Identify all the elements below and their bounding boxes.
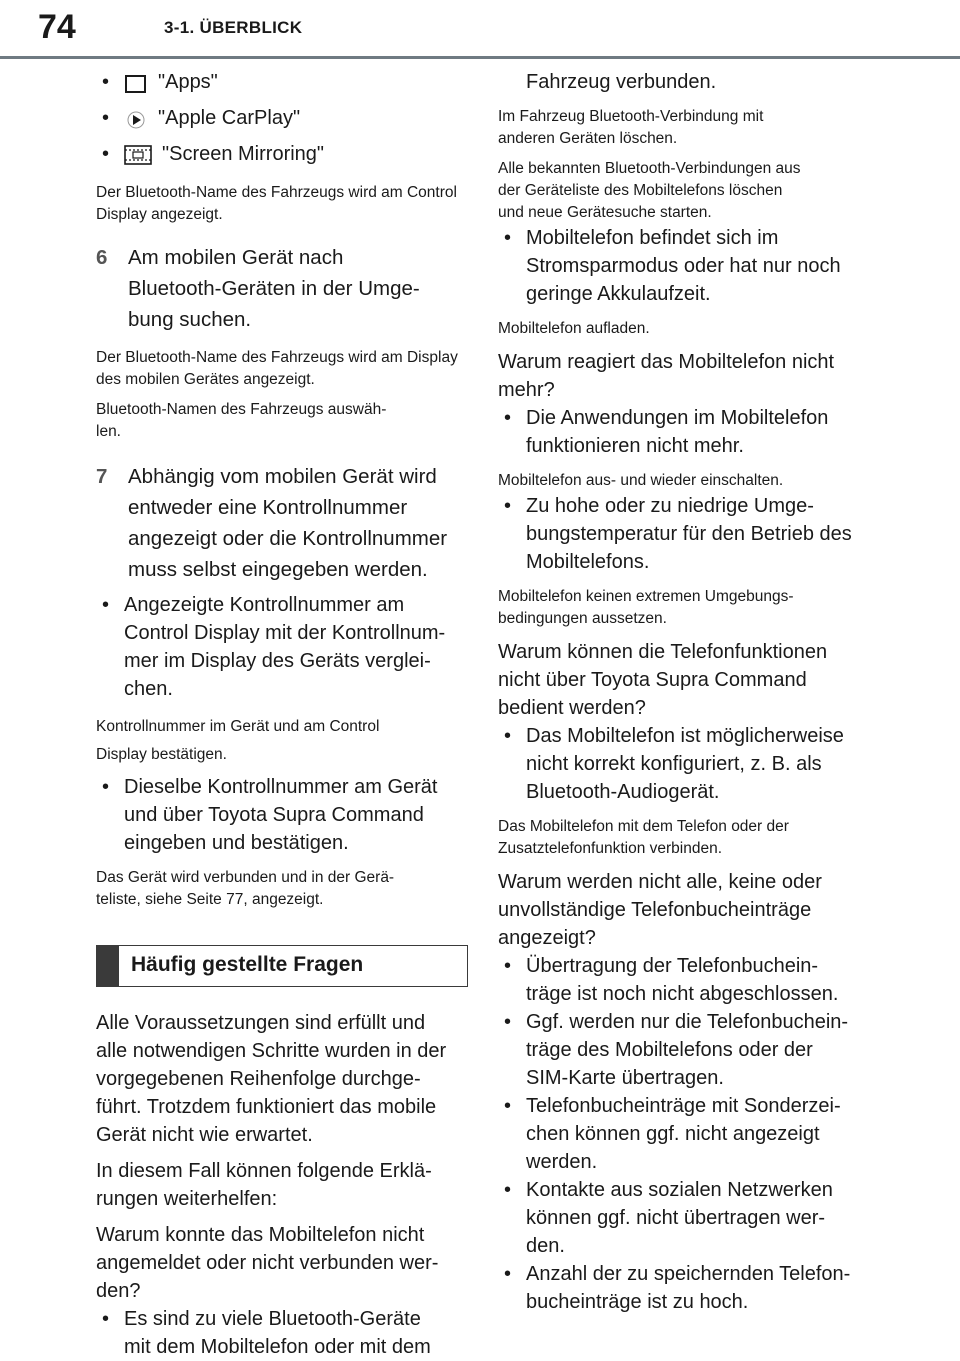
heading-marker: [97, 946, 119, 986]
note-text: Der Bluetooth-Name des Fahrzeugs wird am Control Display angezeigt.: [96, 184, 457, 223]
step-line: Am mobilen Gerät nach: [128, 246, 344, 269]
step-line: Bluetooth-Geräten in der Umge-: [128, 277, 420, 300]
page-number: 74: [38, 8, 76, 46]
note-text: Das Gerät wird verbunden und in der Gerä- teliste, siehe Seite 77, angezeigt.: [96, 869, 395, 908]
question: Warum konnte das Mobiltelefon nicht angemeldet oder nicht verbunden wer- den?: [96, 1224, 439, 1302]
step-line: muss selbst eingegeben werden.: [128, 558, 428, 581]
page-header: [0, 0, 960, 60]
item-label: "Screen Mirroring": [162, 143, 325, 165]
question: Warum können die Telefonfunktionen nicht über Toyota Supra Command bedient werden?: [498, 641, 828, 719]
bullet-item: • Mobiltelefon befindet sich im Stromsparmodus oder hat nur noch geringe Akkulaufzeit.: [504, 227, 841, 305]
header-divider: [0, 56, 960, 59]
bullet-item: • Telefonbucheinträge mit Sonderzei- chen können ggf. nicht angezeigt werden.: [504, 1095, 841, 1173]
bullet-item: • Anzahl der zu speichernden Telefon- bucheinträge ist zu hoch.: [504, 1263, 851, 1313]
right-column: [498, 66, 863, 1316]
question: Warum reagiert das Mobiltelefon nicht mehr?: [498, 351, 835, 401]
list-item-carplay: • "Apple CarPlay": [96, 104, 466, 132]
faq-heading-box: [96, 945, 468, 987]
note-text: Im Fahrzeug Bluetooth-Verbindung mit anderen Geräten löschen.: [498, 108, 764, 147]
note-text: Das Mobiltelefon mit dem Telefon oder der Zusatztelefonfunktion verbinden.: [498, 818, 789, 857]
step-6: [96, 242, 466, 335]
bullet-item: • Dieselbe Kontrollnummer am Gerät und über Toyota Supra Command eingeben und bestätigen.: [102, 776, 438, 854]
note-text: Mobiltelefon aufladen.: [498, 320, 650, 337]
step-number: 6: [96, 246, 108, 269]
left-column: [96, 66, 466, 1361]
step-line: bung suchen.: [128, 308, 252, 331]
bullet-item: • Übertragung der Telefonbuchein- träge ist noch nicht abgeschlossen.: [504, 955, 839, 1005]
item-label: "Apple CarPlay": [158, 107, 301, 129]
apps-square-icon: [124, 73, 148, 91]
carplay-play-icon: [124, 109, 148, 127]
note-text: Der Bluetooth-Name des Fahrzeugs wird am Display des mobilen Gerätes angezeigt.: [96, 349, 458, 388]
note-text: Bluetooth-Namen des Fahrzeugs auswäh- len.: [96, 401, 387, 440]
note-text: Mobiltelefon aus- und wieder einschalten.: [498, 472, 784, 489]
faq-heading: Häufig gestellte Fragen: [131, 953, 364, 976]
bullet-item: • Ggf. werden nur die Telefonbuchein- träge des Mobiltelefons oder der SIM-Karte übertragen.: [504, 1011, 849, 1089]
list-item-apps: • "Apps": [96, 68, 466, 96]
bullet-item: • Es sind zu viele Bluetooth-Geräte mit dem Mobiltelefon oder mit dem: [102, 1308, 431, 1358]
screen-mirroring-icon: [124, 145, 152, 163]
question: Warum werden nicht alle, keine oder unvollständige Telefonbucheinträge angezeigt?: [498, 871, 822, 949]
step-number: 7: [96, 465, 108, 488]
step-7: [96, 461, 466, 585]
bullet-item: • Die Anwendungen im Mobiltelefon funktionieren nicht mehr.: [504, 407, 829, 457]
bullet-item: • Zu hohe oder zu niedrige Umge- bungstemperatur für den Betrieb des Mobiltelefons.: [504, 495, 852, 573]
step-line: angezeigt oder die Kontrollnummer: [128, 527, 448, 550]
note-text: Kontrollnummer im Gerät und am Control Display bestätigen.: [96, 718, 380, 763]
note-text: Mobiltelefon keinen extremen Umgebungs- bedingungen aussetzen.: [498, 588, 794, 627]
section-title: 3-1. ÜBERBLICK: [164, 18, 303, 37]
continued-text: Fahrzeug verbunden.: [526, 71, 717, 93]
list-item-screen-mirroring: • "Screen Mirroring": [96, 140, 466, 168]
paragraph: Alle Voraussetzungen sind erfüllt und alle notwendigen Schritte wurden in der vorgegebenen Reihenfolge durchge- führt. Trotzdem funktioniert das mobile Gerät nicht wie erwartet.: [96, 1012, 447, 1146]
item-label: "Apps": [158, 71, 218, 93]
bullet-item: • Kontakte aus sozialen Netzwerken können ggf. nicht übertragen wer- den.: [504, 1179, 833, 1257]
bullet-item: • Angezeigte Kontrollnummer am Control Display mit der Kontrollnum- mer im Display des Geräts verglei- chen.: [102, 594, 446, 700]
paragraph: In diesem Fall können folgende Erklä- rungen weiterhelfen:: [96, 1160, 432, 1210]
step-line: entweder eine Kontrollnummer: [128, 496, 408, 519]
bullet-item: • Das Mobiltelefon ist möglicherweise nicht korrekt konfiguriert, z. B. als Bluetooth-Audiogerät.: [504, 725, 844, 803]
note-text: Alle bekannten Bluetooth-Verbindungen aus der Geräteliste des Mobiltelefons löschen und neue Gerätesuche starten.: [498, 160, 801, 221]
step-line: Abhängig vom mobilen Gerät wird: [128, 465, 437, 488]
